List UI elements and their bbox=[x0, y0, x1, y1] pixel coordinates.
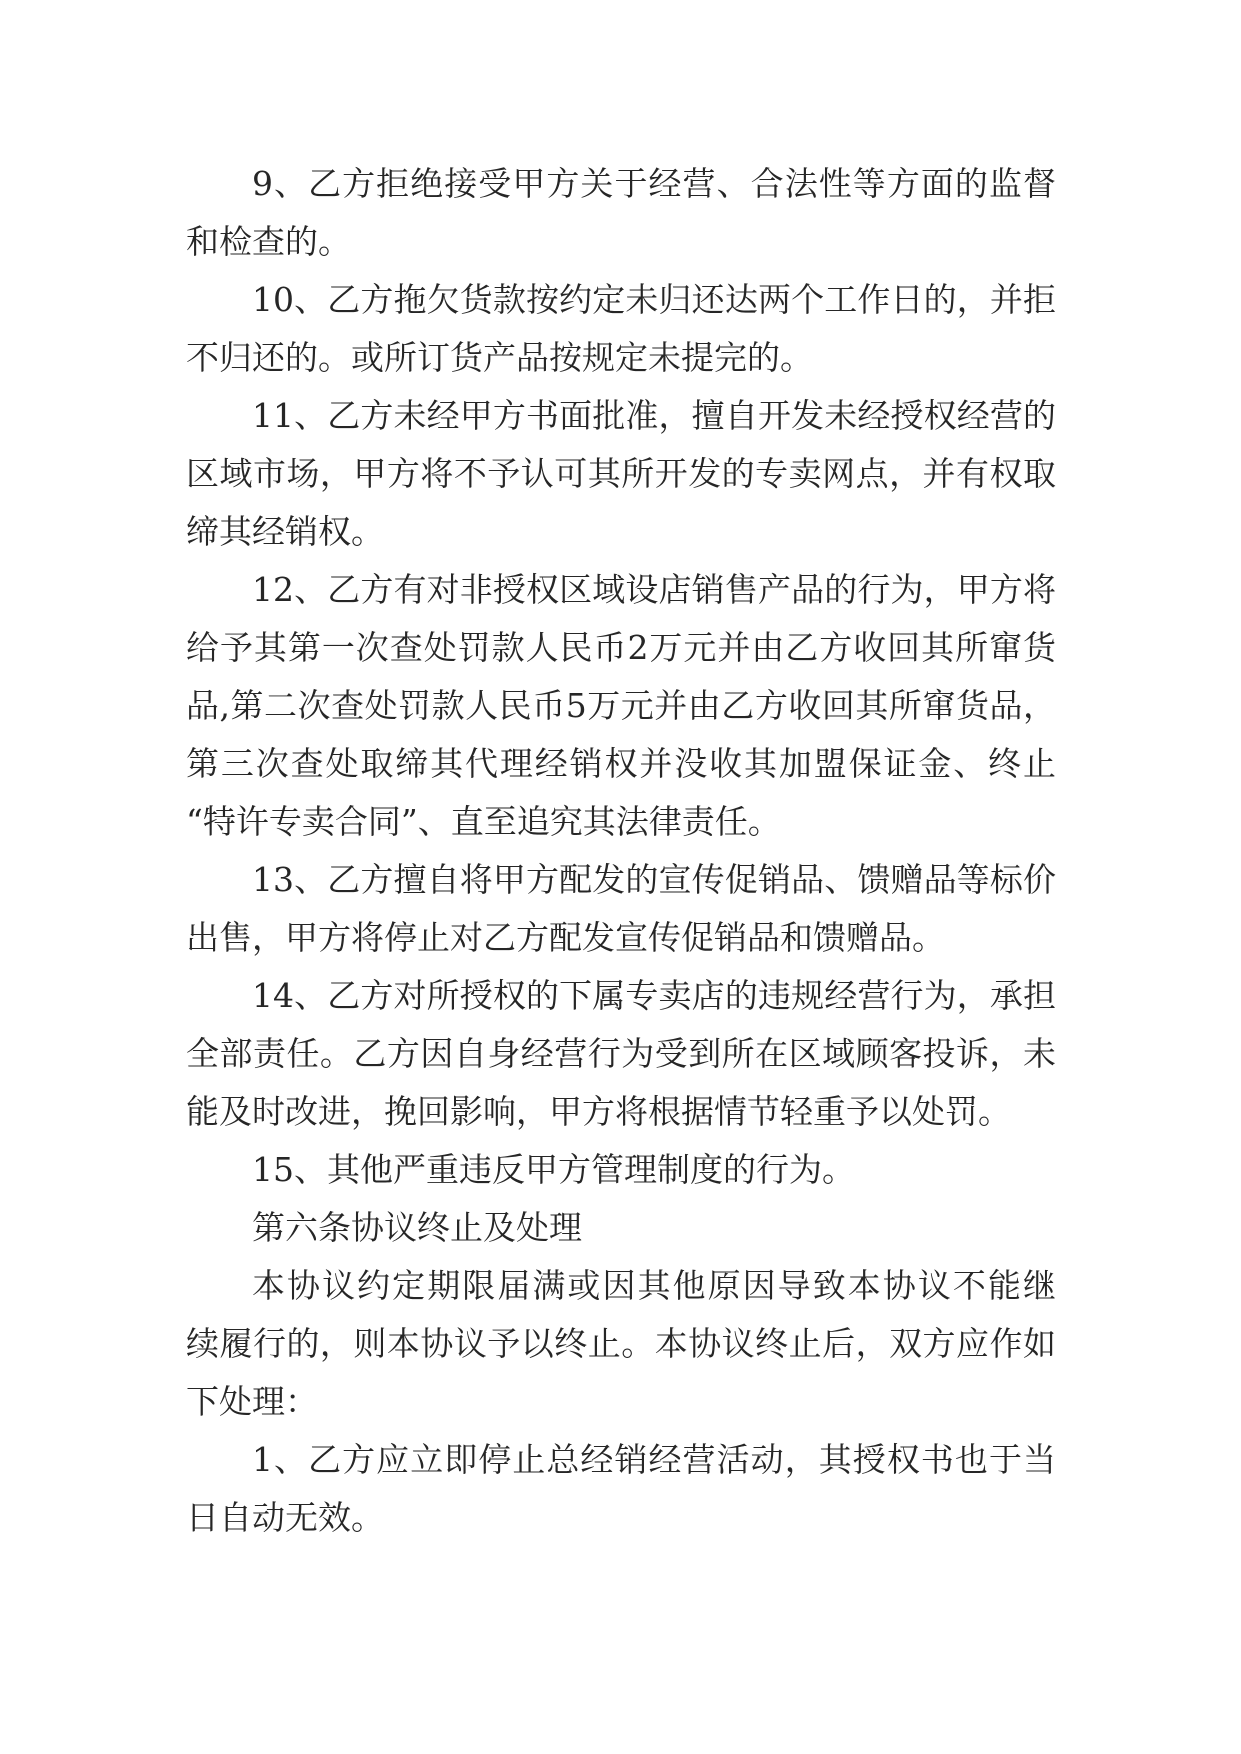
clause-10-line-1: 10、乙方拖欠货款按约定未归还达两个工作日的，并拒 bbox=[252, 280, 1056, 319]
clause-15-line-1: 15、其他严重违反甲方管理制度的行为。 bbox=[252, 1150, 855, 1189]
clause-14 bbox=[186, 967, 1056, 1141]
clause-13 bbox=[186, 851, 1056, 967]
clause-10-line-2: 不归还的。或所订货产品按规定未提完的。 bbox=[186, 338, 813, 377]
clause-14-line-1: 14、乙方对所授权的下属专卖店的违规经营行为，承担 bbox=[252, 976, 1056, 1015]
clause-12-line-4: 第三次查处取缔其代理经销权并没收其加盟保证金、终止 bbox=[186, 744, 1056, 783]
clause-9-line-1: 9、乙方拒绝接受甲方关于经营、合法性等方面的监督 bbox=[252, 164, 1056, 203]
termination-item-1-line-1: 1、乙方应立即停止总经销经营活动，其授权书也于当 bbox=[252, 1440, 1056, 1479]
clause-10 bbox=[186, 271, 1056, 387]
document-body bbox=[186, 155, 1056, 1547]
clause-15 bbox=[186, 1141, 1056, 1199]
section-intro-line-1: 本协议约定期限届满或因其他原因导致本协议不能继 bbox=[252, 1266, 1056, 1305]
clause-9-line-2: 和检查的。 bbox=[186, 222, 351, 261]
clause-14-line-3: 能及时改进，挽回影响，甲方将根据情节轻重予以处罚。 bbox=[186, 1092, 1011, 1131]
clause-11 bbox=[186, 387, 1056, 561]
termination-item-1-line-2: 日自动无效。 bbox=[186, 1498, 384, 1537]
clause-12-line-3: 品,第二次查处罚款人民币5万元并由乙方收回其所窜货品， bbox=[186, 686, 1056, 725]
clause-11-line-1: 11、乙方未经甲方书面批准，擅自开发未经授权经营的 bbox=[252, 396, 1056, 435]
clause-9 bbox=[186, 155, 1056, 271]
section-intro-line-3: 下处理： bbox=[186, 1382, 318, 1421]
clause-13-line-1: 13、乙方擅自将甲方配发的宣传促销品、馈赠品等标价 bbox=[252, 860, 1056, 899]
section-intro bbox=[186, 1257, 1056, 1431]
clause-13-line-2: 出售，甲方将停止对乙方配发宣传促销品和馈赠品。 bbox=[186, 918, 945, 957]
section-heading: 第六条协议终止及处理 bbox=[252, 1208, 582, 1247]
clause-11-line-2: 区域市场，甲方将不予认可其所开发的专卖网点，并有权取 bbox=[186, 454, 1056, 493]
section-intro-line-2: 续履行的，则本协议予以终止。本协议终止后，双方应作如 bbox=[186, 1324, 1056, 1363]
clause-12 bbox=[186, 561, 1056, 851]
clause-12-line-5: “特许专卖合同”、直至追究其法律责任。 bbox=[186, 802, 781, 841]
termination-item-1 bbox=[186, 1431, 1056, 1547]
clause-12-line-2: 给予其第一次查处罚款人民币2万元并由乙方收回其所窜货 bbox=[186, 628, 1056, 667]
clause-11-line-3: 缔其经销权。 bbox=[186, 512, 384, 551]
clause-14-line-2: 全部责任。乙方因自身经营行为受到所在区域顾客投诉，未 bbox=[186, 1034, 1056, 1073]
clause-12-line-1: 12、乙方有对非授权区域设店销售产品的行为，甲方将 bbox=[252, 570, 1056, 609]
